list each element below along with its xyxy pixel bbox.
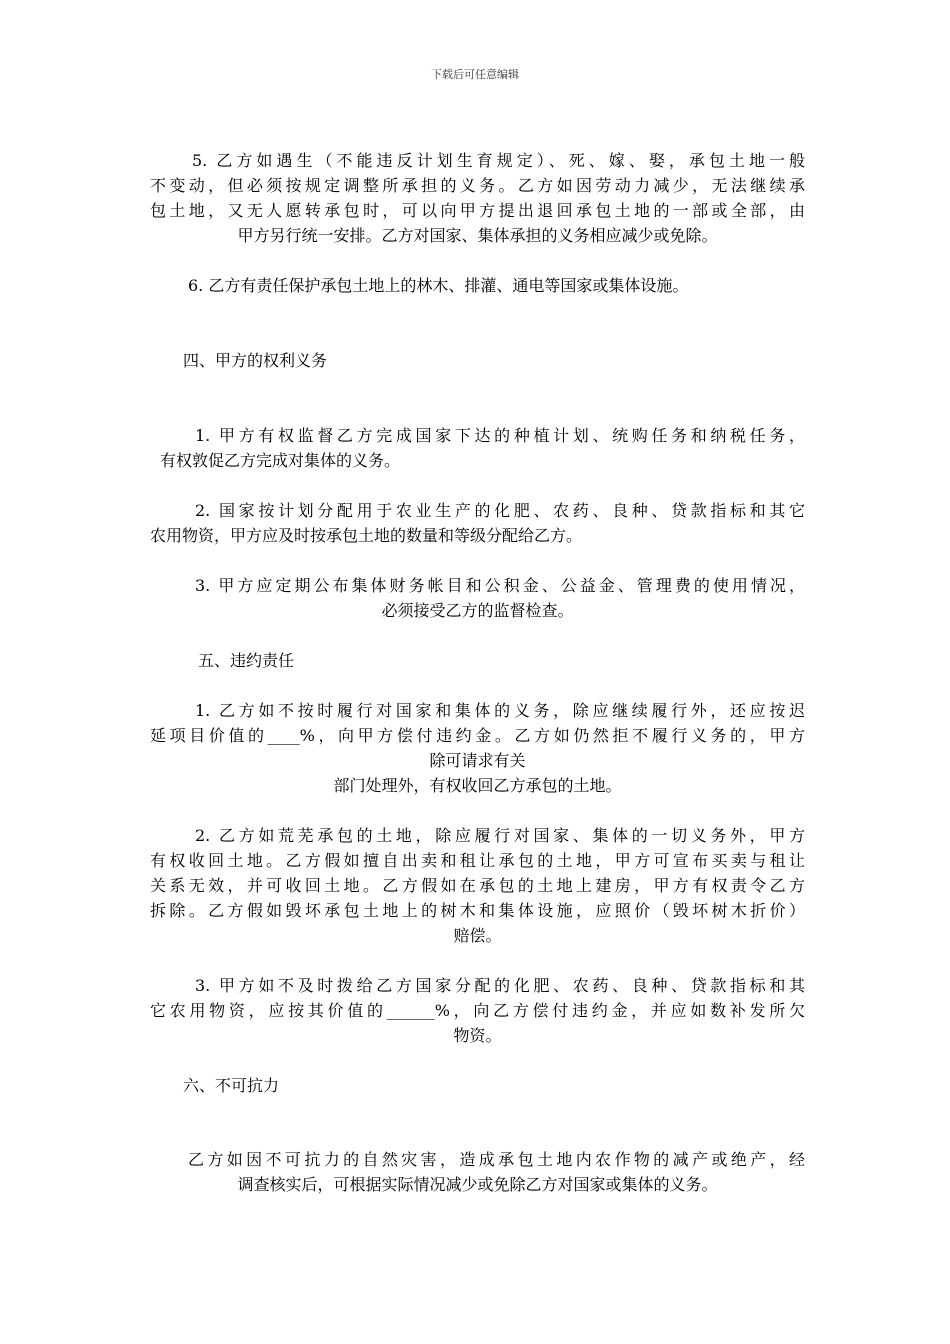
- section-heading-4: 四、甲方的权利义务: [183, 351, 328, 370]
- clause-3-5: [150, 148, 805, 248]
- clause-line: 3. 甲方如不及时拨给乙方国家分配的化肥、农药、良种、贷款指标和其: [195, 976, 805, 995]
- clause-5-2: [150, 823, 805, 948]
- clause-5-3: [150, 973, 805, 1048]
- clause-4-3: [150, 573, 805, 623]
- clause-line: 5. 乙方如遇生（不能违反计划生育规定）、死、嫁、娶，承包土地一般: [192, 151, 805, 170]
- clause-4-1: [150, 423, 805, 473]
- clause-line: 甲方另行统一安排。乙方对国家、集体承担的义务相应减少或免除。: [237, 226, 718, 245]
- section-heading-5: 五、违约责任: [198, 651, 295, 670]
- clause-line: 2. 乙方如荒芜承包的土地，除应履行对国家、集体的一切义务外，甲方: [195, 826, 805, 845]
- clause-line: 赔偿。: [453, 926, 502, 945]
- clause-line: 除可请求有关: [429, 751, 526, 770]
- clause-line: 调查核实后，可根据实际情况减少或免除乙方对国家或集体的义务。: [237, 1175, 718, 1194]
- clause-line: 乙方如因不可抗力的自然灾害，造成承包土地内农作物的减产或绝产，经: [188, 1150, 805, 1169]
- clause-line: 1. 甲方有权监督乙方完成国家下达的种植计划、统购任务和纳税任务，: [195, 426, 805, 445]
- clause-line: 部门处理外，有权收回乙方承包的土地。: [333, 776, 622, 795]
- page-header: 下载后可任意编辑: [431, 68, 519, 81]
- clause-line: 包土地，又无人愿转承包时，可以向甲方提出退回承包土地的一部或全部，由: [150, 201, 805, 220]
- clause-3-6: [150, 273, 805, 298]
- clause-line: 延项目价值的____%，向甲方偿付违约金。乙方如仍然拒不履行义务的，甲方: [150, 726, 805, 745]
- clause-5-1: [150, 698, 805, 798]
- clause-line: 拆除。乙方假如毁坏承包土地上的树木和集体设施，应照价（毁坏树木折价）: [150, 901, 805, 920]
- clause-4-2: [150, 498, 805, 548]
- clause-line: 农用物资，甲方应及时按承包土地的数量和等级分配给乙方。: [150, 526, 583, 545]
- clause-line: 不变动，但必须按规定调整所承担的义务。乙方如因劳动力减少，无法继续承: [150, 176, 805, 195]
- clause-line: 它农用物资，应按其价值的______%，向乙方偿付违约金，并应如数补发所欠: [150, 1001, 805, 1020]
- section-heading-6: 六、不可抗力: [183, 1076, 280, 1095]
- clause-line: 关系无效，并可收回土地。乙方假如在承包的土地上建房，甲方有权责令乙方: [150, 876, 805, 895]
- clause-line: 物资。: [453, 1026, 502, 1045]
- clause-line: 1. 乙方如不按时履行对国家和集体的义务，除应继续履行外，还应按迟: [195, 701, 805, 720]
- clause-line: 3. 甲方应定期公布集体财务帐目和公积金、公益金、管理费的使用情况，: [195, 576, 805, 595]
- clause-line: 6. 乙方有责任保护承包土地上的林木、排灌、通电等国家或集体设施。: [188, 276, 689, 295]
- clause-line: 2. 国家按计划分配用于农业生产的化肥、农药、良种、贷款指标和其它: [195, 501, 805, 520]
- clause-line: 有权敦促乙方完成对集体的义务。: [160, 451, 401, 470]
- clause-line: 必须接受乙方的监督检查。: [381, 601, 574, 620]
- clause-6-1: [150, 1147, 805, 1197]
- clause-line: 有权收回土地。乙方假如擅自出卖和租让承包的土地，甲方可宣布买卖与租让: [150, 851, 805, 870]
